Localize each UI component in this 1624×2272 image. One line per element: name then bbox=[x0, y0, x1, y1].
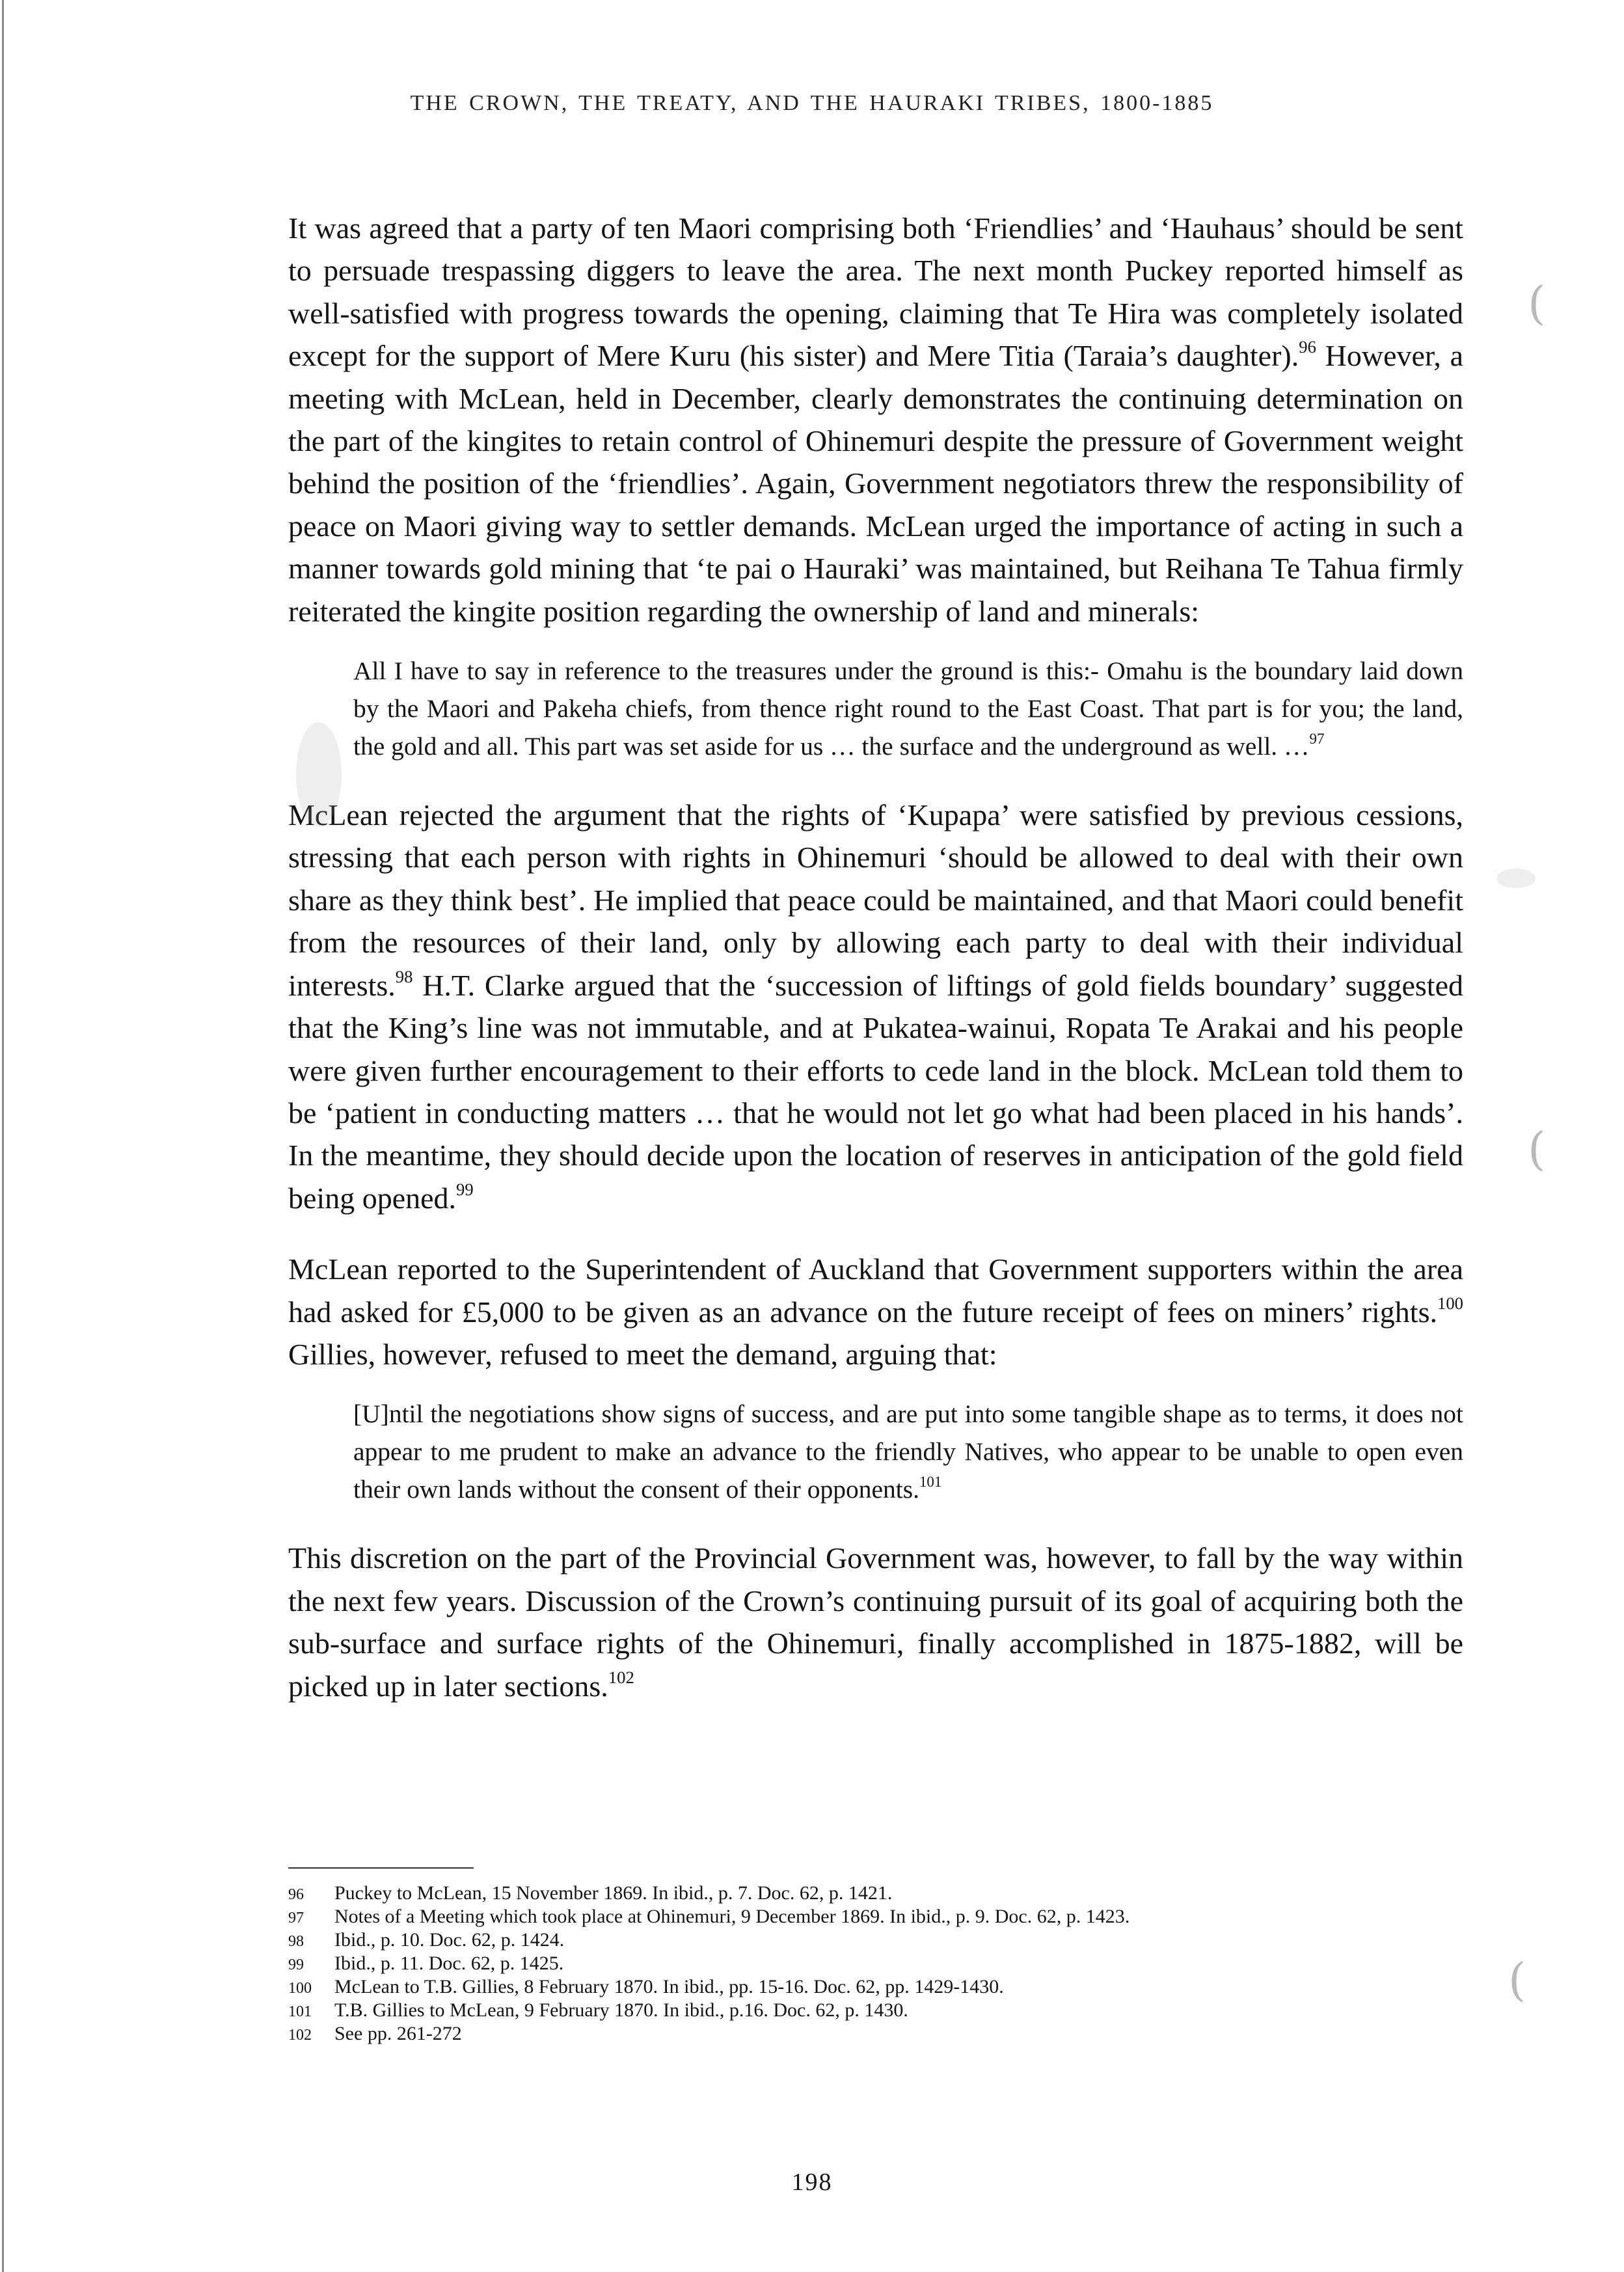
footnote-ref-99: 99 bbox=[456, 1179, 474, 1199]
paragraph-1 bbox=[288, 207, 1463, 632]
block-quote-1-text: All I have to say in reference to the treasures under the ground is this:- Omahu is the boundary laid down by the Maori and Pakeha chiefs, from thence right round to the East Coast. That part is for you; the land, the gold and all. This part was set aside for us … the surface and the underground as well. … bbox=[353, 656, 1463, 761]
running-head: THE CROWN, THE TREATY, AND THE HAURAKI TRIBES, 1800-1885 bbox=[410, 91, 1214, 115]
footnote-text: Ibid., p. 10. Doc. 62, p. 1424. bbox=[334, 1929, 565, 1951]
footnote-ref-100: 100 bbox=[1437, 1293, 1463, 1313]
binding-edge bbox=[2, 0, 4, 2272]
footnote-99 bbox=[288, 1953, 1463, 1976]
paragraph-3 bbox=[288, 1248, 1463, 1375]
scan-mark: ( bbox=[1528, 277, 1546, 330]
scan-smudge bbox=[1496, 869, 1536, 888]
footnote-ref-102: 102 bbox=[608, 1667, 634, 1687]
block-quote-1 bbox=[288, 652, 1463, 765]
page-number: 198 bbox=[791, 2169, 833, 2196]
paragraph-4 bbox=[288, 1537, 1463, 1707]
footnote-number: 101 bbox=[288, 2003, 312, 2020]
paragraph-2-text-b: H.T. Clarke argued that the ‘succession of liftings of gold fields boundary’ suggested that the King’s line was not immutable, and at Pukatea-wainui, Ropata Te Arakai and his people were given further encouragement to their efforts to cede land in the block. McLean told them to be ‘patient in conducting matters … that he would not let go what had been placed in his hands’. In the meantime, they should decide upon the location of reserves in anticipation of the gold field being opened. bbox=[288, 968, 1463, 1215]
paragraph-2 bbox=[288, 794, 1463, 1219]
footnote-number: 98 bbox=[288, 1933, 304, 1950]
paragraph-4-text: This discretion on the part of the Provincial Government was, however, to fall by the way within the next few years. Discussion of the Crown’s continuing pursuit of its goal of acquiring both the sub-surface and surface rights of the Ohinemuri, finally accomplished in 1875-1882, will be picked up in later sections. bbox=[288, 1541, 1463, 1703]
block-quote-2-text: [U]ntil the negotiations show signs of success, and are put into some tangible shape as to terms, it does not appear to me prudent to make an advance to the friendly Natives, who appear to be unable to open even their own lands without the consent of their opponents. bbox=[353, 1400, 1463, 1504]
footnote-101 bbox=[288, 1999, 1463, 2023]
paragraph-2-text-a: McLean rejected the argument that the rights of ‘Kupapa’ were satisfied by previous cessions, stressing that each person with rights in Ohinemuri ‘should be allowed to deal with their own share as they think best’. He implied that peace could be maintained, and that Maori could benefit from the resources of their land, only by allowing each party to deal with their individual interests. bbox=[288, 798, 1463, 1002]
footnote-98 bbox=[288, 1929, 1463, 1953]
paragraph-1-text-b: However, a meeting with McLean, held in December, clearly demonstrates the continuing determination on the part of the kingites to retain control of Ohinemuri despite the pressure of Government weight behind the position of the ‘friendlies’. Again, Government negotiators threw the responsibility of peace on Maori giving way to settler demands. McLean urged the importance of acting in such a manner towards gold mining that ‘te pai o Hauraki’ was maintained, but Reihana Te Tahua firmly reiterated the kingite position regarding the ownership of land and minerals: bbox=[288, 339, 1464, 628]
footnotes bbox=[288, 1882, 1463, 2046]
scan-mark: ( bbox=[1508, 1953, 1526, 2007]
paragraph-3-text-b: Gillies, however, refused to meet the demand, arguing that: bbox=[288, 1337, 997, 1371]
footnote-102 bbox=[288, 2023, 1463, 2046]
footnote-text: Puckey to McLean, 15 November 1869. In ibid., p. 7. Doc. 62, p. 1421. bbox=[334, 1882, 893, 1904]
footnote-text: Notes of a Meeting which took place at Ohinemuri, 9 December 1869. In ibid., p. 9. Doc. 62, p. 1423. bbox=[334, 1906, 1130, 1927]
footnote-96 bbox=[288, 1882, 1463, 1906]
footnote-ref-97: 97 bbox=[1309, 730, 1325, 747]
scan-smudge bbox=[296, 722, 342, 826]
footnote-97 bbox=[288, 1906, 1463, 1929]
body-text bbox=[288, 207, 1463, 1707]
footnote-number: 96 bbox=[288, 1886, 304, 1903]
footnote-ref-101: 101 bbox=[919, 1474, 942, 1491]
footnote-number: 97 bbox=[288, 1910, 304, 1927]
footnote-number: 100 bbox=[288, 1980, 312, 1997]
footnote-number: 99 bbox=[288, 1956, 304, 1973]
footnote-text: See pp. 261-272 bbox=[334, 2023, 462, 2044]
footnote-text: T.B. Gillies to McLean, 9 February 1870. In ibid., p.16. Doc. 62, p. 1430. bbox=[334, 1999, 908, 2021]
paragraph-3-text-a: McLean reported to the Superintendent of Auckland that Government supporters within the area had asked for £5,000 to be given as an advance on the future receipt of fees on miners’ rights. bbox=[288, 1252, 1463, 1329]
block-quote-2 bbox=[288, 1395, 1463, 1508]
footnote-text: McLean to T.B. Gillies, 8 February 1870. In ibid., pp. 15-16. Doc. 62, pp. 1429-1430. bbox=[334, 1976, 1004, 1997]
footnote-ref-98: 98 bbox=[395, 966, 413, 986]
scan-mark: ( bbox=[1528, 1122, 1546, 1176]
paragraph-1-text-a: It was agreed that a party of ten Maori comprising both ‘Friendlies’ and ‘Hauhaus’ should be sent to persuade trespassing diggers to leave the area. The next month Puckey reported himself as well-satisfied with progress towards the opening, claiming that Te Hira was completely isolated except for the support of Mere Kuru (his sister) and Mere Titia (Taraia’s daughter). bbox=[288, 211, 1463, 373]
footnote-100 bbox=[288, 1976, 1463, 1999]
footnote-rule bbox=[288, 1867, 474, 1869]
footnote-number: 102 bbox=[288, 2027, 312, 2044]
footnote-text: Ibid., p. 11. Doc. 62, p. 1425. bbox=[334, 1953, 564, 1974]
footnote-ref-96: 96 bbox=[1299, 337, 1316, 357]
